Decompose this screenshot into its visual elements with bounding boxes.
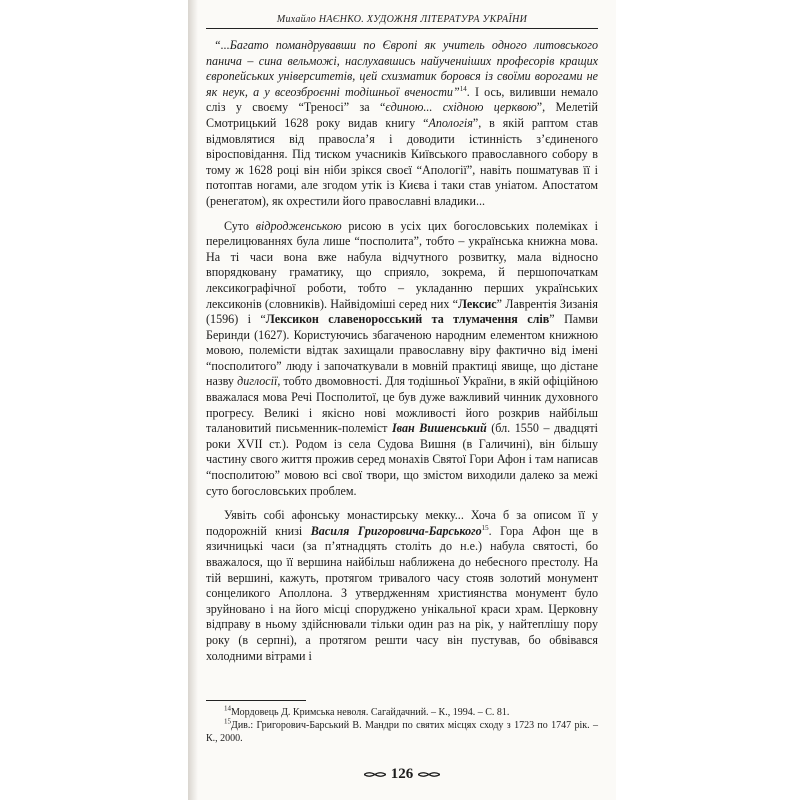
emphasis: диглосії [237,374,278,389]
footnote-14 [206,706,598,719]
text-run: ”, в якій раптом став відмовлятися від правосла’я і доводити істинність з’єдиненого віросповідання. Під тиском учасників Київського православного собору в тому ж 1628 році він ніби зрікся своєї “Апології”, навіть пошматував її і потоптав ногами, але згодом утік із Києва і таки став уніатом. Апостатом (ренегатом), як охрестили його православні владики... [206,115,598,208]
ornament-right-icon [418,771,440,778]
author-name: Василя Григоровича-Барського [310,523,482,538]
text-run: ” Памви Беринди (1627). Користуючись збагаченою народним елементом книжною мовою, полемісти відтак захищали православну віру фактично від імені “посполитого” люду і започаткували в мовній практиці явище, що дістане назву [206,312,598,389]
footnote-text: Див.: Григорович-Барський В. Мандри по святих місцях сходу з 1723 по 1747 рік. – К., 2000. [206,720,598,744]
text-run: Суто [224,218,256,233]
text-run: . І ось, виливши немало сліз у своєму “Треносі” за “ [206,84,598,115]
page-number-block [188,766,616,783]
paragraph-2 [206,219,598,500]
book-title: Лексикон славеноросський та тлумачення слів [265,312,550,327]
text-run: рисою в усіх цих богословських полеміках і перелицюваннях була лише “посполита”, тобто – українська книжна мова. На ті часи вона вже набула відчутного розвитку, мала відносно впорядковану граматику, що сприяло, зокрема, й першопочаткам лексикографічної роботи, тобто – укладанню перших українських лексиконів (словників). Найвідоміші серед них “ [206,218,598,311]
emphasis: єдиною... східною церквою [385,100,537,115]
page-gutter [188,0,198,800]
book-title: Лексис [458,296,497,311]
quotation: “...Багато помандрувавши по Європі як учитель одного литовського панича – сина вельможі, наслухавшись найучениіших професорів кращих європейських університетів, цей схизматик боровся із своїми ворогами не як неук, а у всеозброєнні тодішньої вчености” [206,38,598,99]
book-page [188,0,616,800]
footnote-ref-14: 14 [459,84,467,93]
text-run: (бл. 1550 – двадцяті роки XVII ст.). Родом із села Судова Вишня (в Галичині), він більшу частину свого життя прожив серед монахів Святої Гори Афон і там написав “посполитою” мовою всі свої твори, що змістом виходили далеко за межі суто богословських проблем. [206,421,598,498]
ornament-left-icon [364,771,386,778]
emphasis: Апологія [428,115,473,130]
footnote-text: Мордовець Д. Кримська неволя. Сагайдачний. – К., 1994. – С. 81. [231,707,510,718]
footnotes [206,700,598,745]
footnote-ref-15: 15 [481,523,489,532]
paragraph-1 [206,38,598,210]
text-run: ”, Мелетій Смотрицький 1628 року видав книгу “ [206,100,599,130]
body-text [206,38,598,664]
page-number: 126 [390,766,414,782]
footnote-mark: 14 [224,704,231,713]
running-header: Михайло НАЄНКО. ХУДОЖНЯ ЛІТЕРАТУРА УКРАЇНИ [206,14,598,29]
text-run: ” Лаврентія Зизанія (1596) і “ [206,296,598,327]
text-run: Уявіть собі афонську монастирську мекку... Хоча б за описом її у подорожній книзі [206,508,598,538]
author-name: Іван Вишенський [391,421,487,436]
paragraph-3 [206,508,598,664]
footnote-mark: 15 [224,717,231,726]
footnote-15 [206,719,598,745]
footnote-rule [206,700,306,701]
emphasis: відродженською [255,218,342,233]
text-run: , тобто двомовності. Для тодішньої України, в якій офіційною вважалася мова Речі Посполитої, це був дуже важливий чинник духовного прогресу. Великі і якісно нові можливості його розкрив найбільш талановитий письменник-полеміст [206,374,598,436]
text-run: . Гора Афон ще в язичницькі часи (за п’ятнадцять століть до н.е.) набула святості, бо вважалося, що її вершина найбільш наближена до небесного престолу. На тій вершині, кажуть, протягом тривалого часу стояв золотий монумент сонцеликого Аполлона. З утвердженням християнства монумент було зруйновано і на його місці споруджено унікальної краси храм. Церковну відправу в ньому здійснювали тільки один раз на рік, у найтеплішу пору року (в серпні), а протягом решти часу він пустував, бо обвівався холодними вітрами і [206,523,598,663]
